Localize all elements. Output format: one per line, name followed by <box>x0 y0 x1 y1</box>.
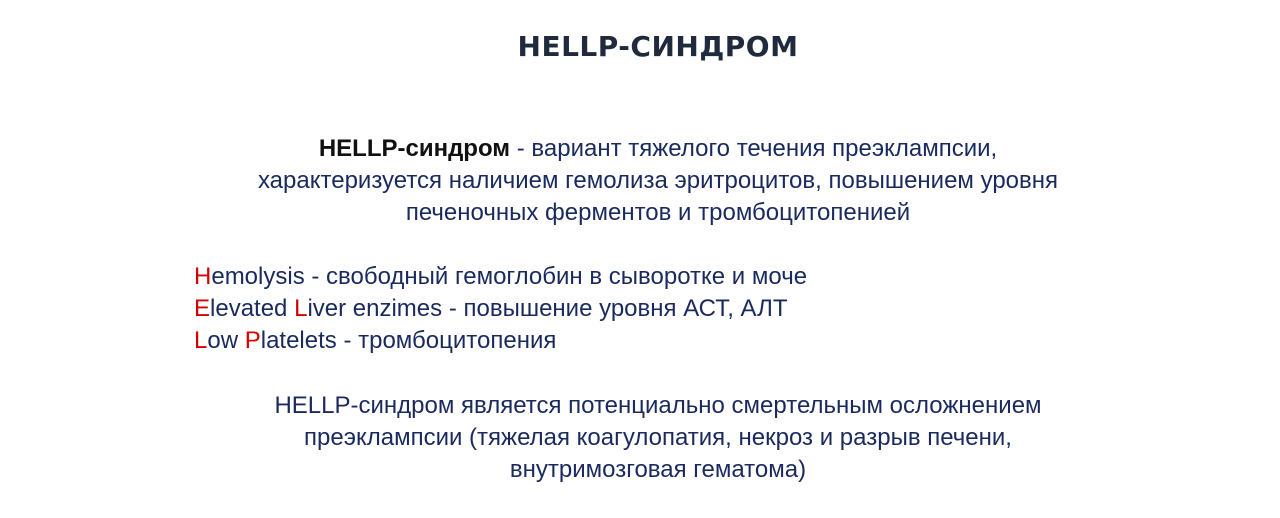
acronym-row-low-platelets <box>194 325 807 357</box>
slide-title: HELLP-СИНДРОМ <box>517 30 799 63</box>
acronym-letter-e: E <box>194 295 211 322</box>
acronym-desc-platelets: - тромбоцитопения <box>336 327 557 354</box>
intro-line-1-text: - вариант тяжелого течения преэклампсии, <box>510 135 998 162</box>
acronym-letter-l2: L <box>194 327 208 354</box>
acronym-letter-l: L <box>294 295 308 322</box>
acronym-row-hemolysis <box>194 261 807 293</box>
intro-term: HELLP-синдром <box>318 135 511 162</box>
acronym-word-emolysis: emolysis <box>211 263 305 290</box>
outro-line-1: HELLP-синдром является потенциально смертельным осложнением <box>274 392 1042 419</box>
acronym-letter-h: H <box>194 263 212 290</box>
acronym-desc-liver: - повышение уровня АСТ, АЛТ <box>442 295 788 322</box>
acronym-list <box>194 261 807 357</box>
outro-line-2: преэклампсии (тяжелая коагулопатия, некроз и разрыв печени, <box>304 424 1012 451</box>
acronym-word-iver-enzimes: iver enzimes <box>307 295 443 322</box>
outro-paragraph <box>0 390 1280 486</box>
acronym-desc-hemolysis: - свободный гемоглобин в сыворотке и моче <box>304 263 808 290</box>
acronym-letter-p: P <box>244 327 261 354</box>
acronym-word-levated: levated <box>210 295 295 322</box>
intro-paragraph <box>0 133 1280 229</box>
acronym-word-ow: ow <box>207 327 245 354</box>
intro-line-3: печеночных ферментов и тромбоцитопенией <box>405 199 911 226</box>
intro-line-2: характеризуется наличием гемолиза эритроцитов, повышением уровня <box>257 167 1059 194</box>
acronym-row-elevated-liver <box>194 293 807 325</box>
outro-line-3: внутримозговая гематома) <box>509 456 807 483</box>
acronym-word-latelets: latelets <box>260 327 337 354</box>
intro-line-1 <box>0 133 1280 165</box>
